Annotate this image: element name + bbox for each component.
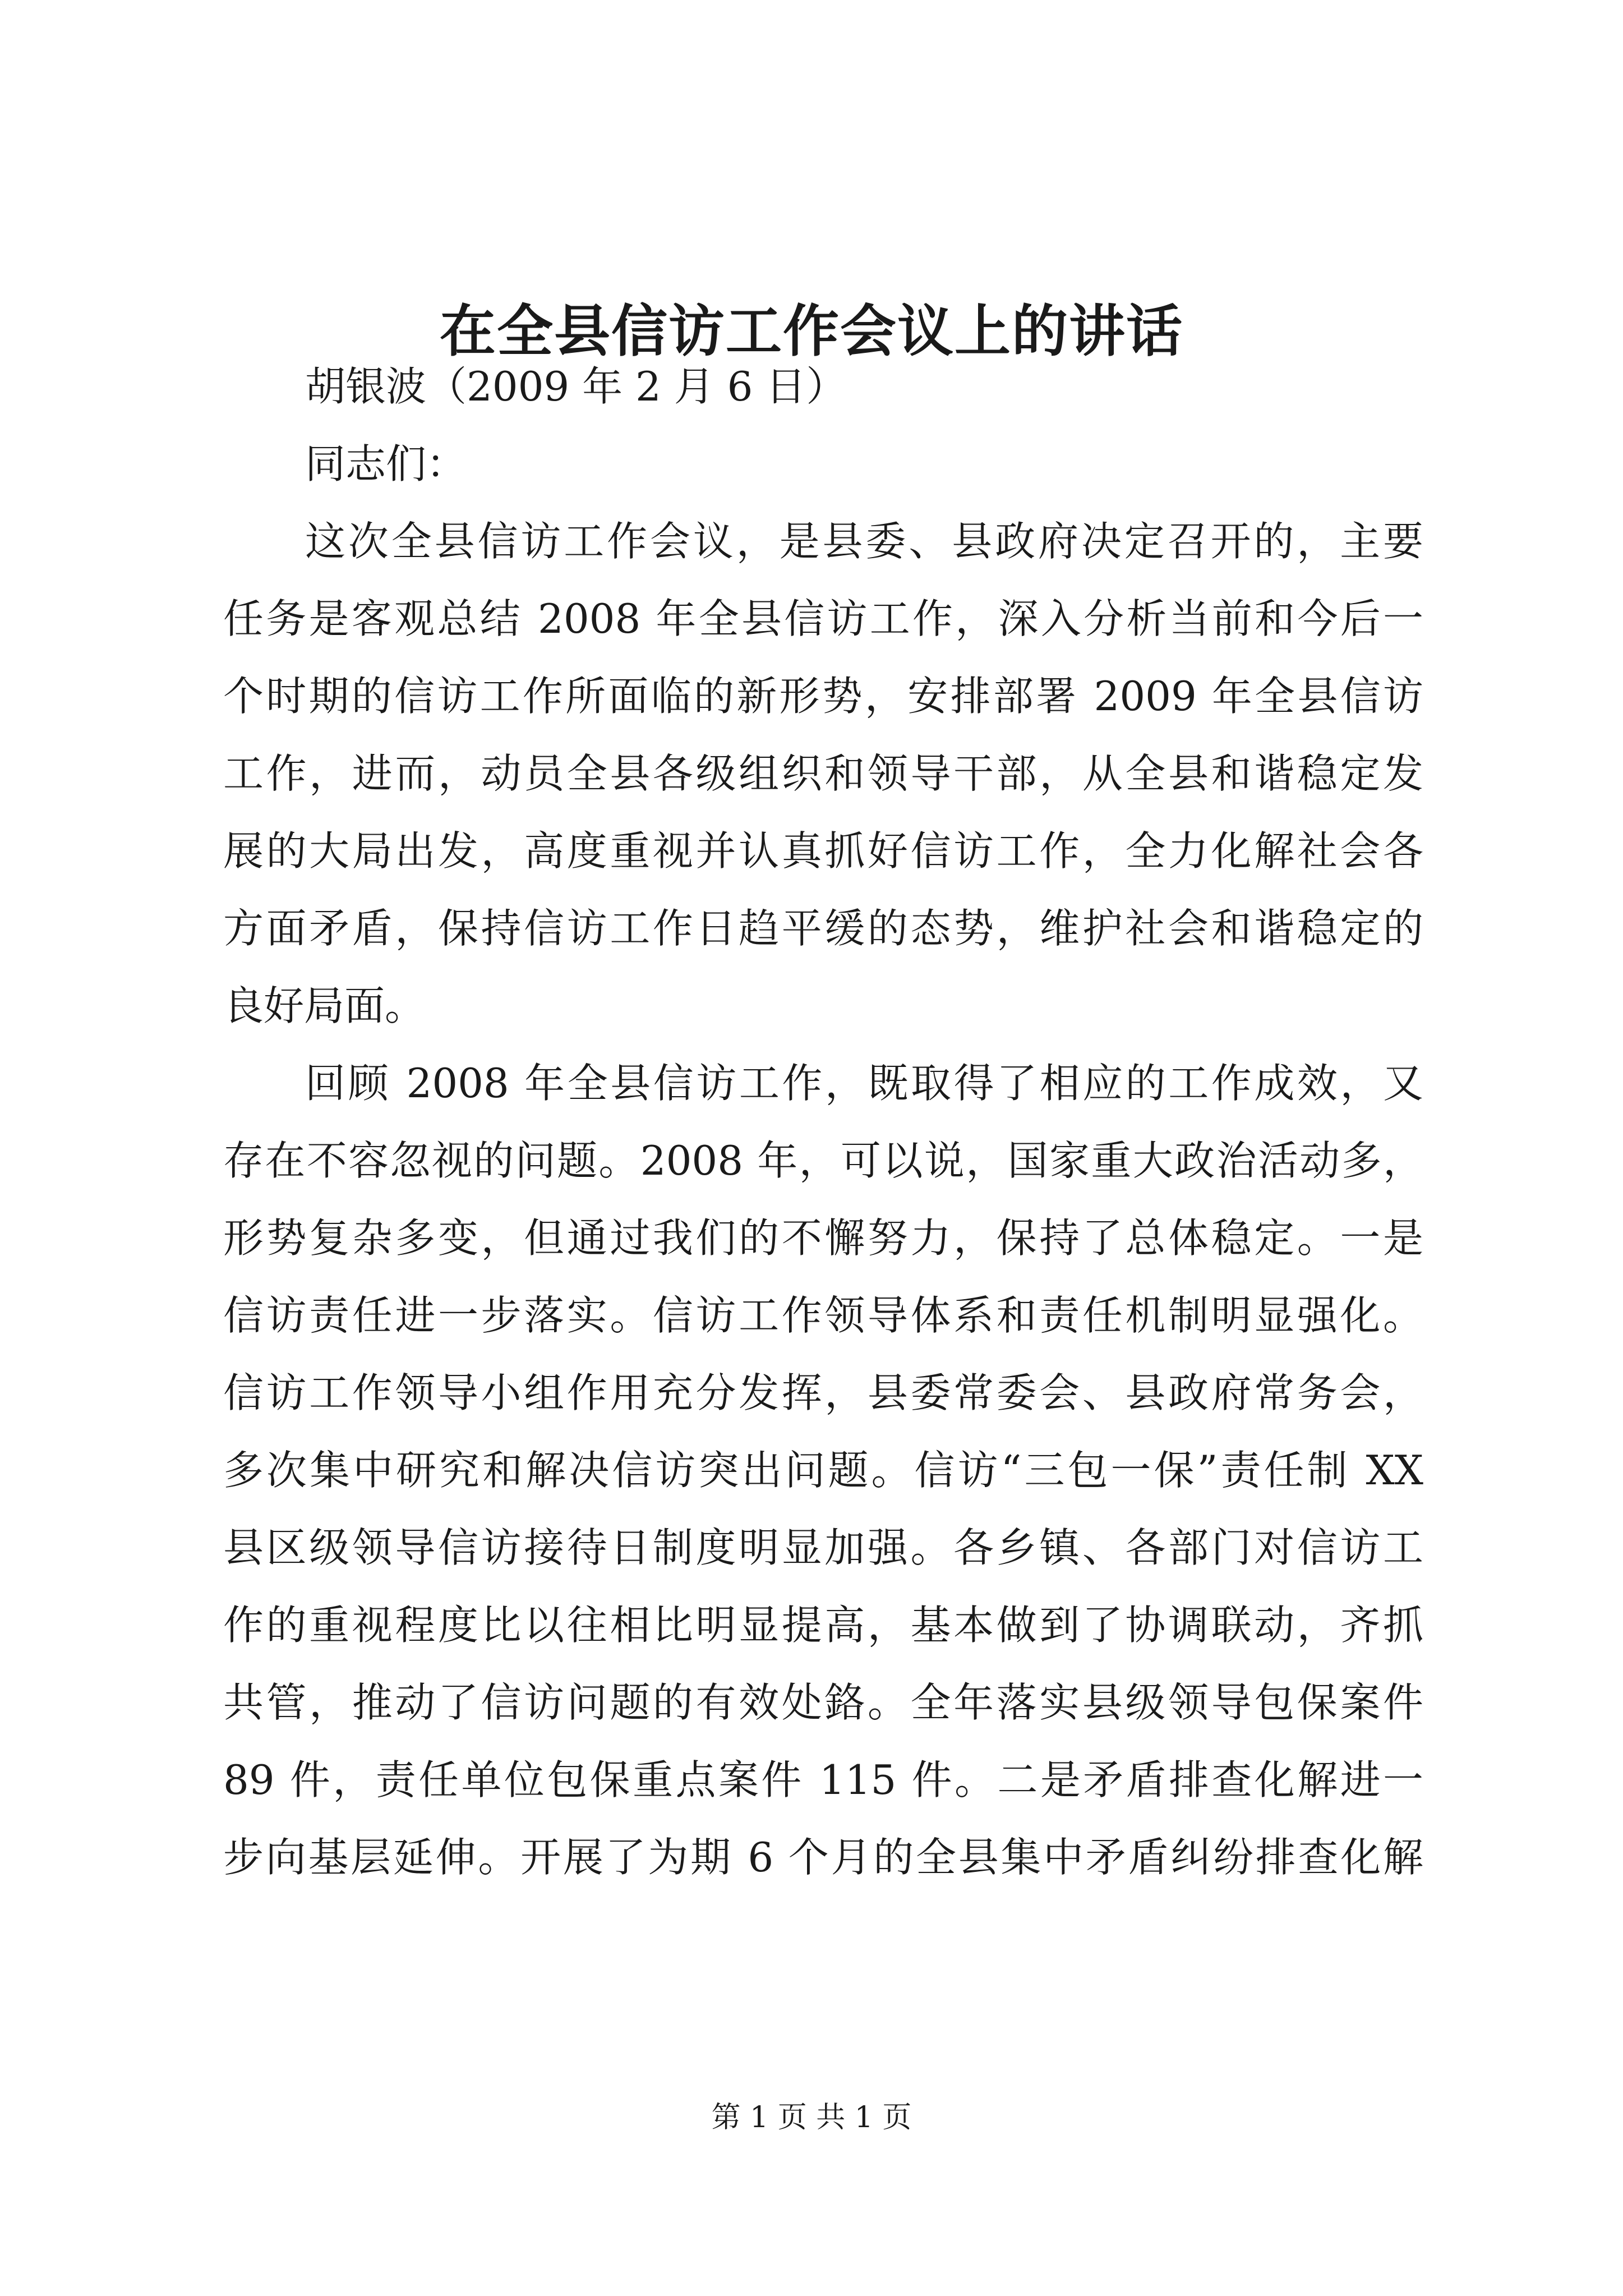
page-footer: 第 1 页 共 1 页 (711, 2101, 912, 2134)
paragraph-line: 形势复杂多变，但通过我们的不懈努力，保持了总体稳定。一是 (223, 1214, 1423, 1262)
salutation: 同志们： (305, 440, 467, 487)
paragraph-line: 这次全县信访工作会议，是县委、县政府决定召开的，主要 (305, 518, 1423, 565)
paragraph-line: 89 件，责任单位包保重点案件 115 件。二是矛盾排查化解进一 (223, 1756, 1423, 1803)
document-title: 在全县信访工作会议上的讲话 (440, 298, 1183, 364)
paragraph-line: 展的大局出发，高度重视并认真抓好信访工作，全力化解社会各 (223, 827, 1423, 875)
paragraph-line: 作的重视程度比以往相比明显提高，基本做到了协调联动，齐抓 (223, 1602, 1423, 1649)
paragraph-line: 任务是客观总结 2008 年全县信访工作，深入分析当前和今后一 (223, 595, 1423, 642)
paragraph-line: 存在不容忽视的问题。2008 年，可以说，国家重大政治活动多， (223, 1137, 1423, 1184)
paragraph-line: 步向基层延伸。开展了为期 6 个月的全县集中矛盾纠纷排查化解 (223, 1834, 1423, 1881)
author-line: 胡银波（2009 年 2 月 6 日） (305, 363, 847, 410)
document-body (223, 348, 1423, 1896)
paragraph-line: 工作，进而，动员全县各级组织和领导干部，从全县和谐稳定发 (223, 750, 1423, 797)
paragraph-line: 信访工作领导小组作用充分发挥，县委常委会、县政府常务会， (223, 1369, 1423, 1416)
paragraph-1 (223, 503, 1423, 1045)
paragraph-line: 共管，推动了信访问题的有效处鉻。全年落实县级领导包保案件 (223, 1679, 1423, 1726)
paragraph-2 (223, 1045, 1423, 1896)
paragraph-line: 回顾 2008 年全县信访工作，既取得了相应的工作成效，又 (305, 1060, 1423, 1107)
paragraph-line: 县区级领导信访接待日制度明显加强。各乡镇、各部门对信访工 (223, 1524, 1423, 1571)
paragraph-line: 信访责任进一步落实。信访工作领导体系和责任机制明显强化。 (223, 1292, 1423, 1339)
paragraph-line: 个时期的信访工作所面临的新形势，安排部署 2009 年全县信访 (223, 673, 1423, 720)
paragraph-line: 方面矛盾，保持信访工作日趋平缓的态势，维护社会和谐稳定的 (223, 905, 1423, 952)
paragraph-line: 良好局面。 (223, 982, 426, 1029)
paragraph-line: 多次集中研究和解决信访突出问题。信访“三包一保”责任制 XX (223, 1447, 1423, 1494)
